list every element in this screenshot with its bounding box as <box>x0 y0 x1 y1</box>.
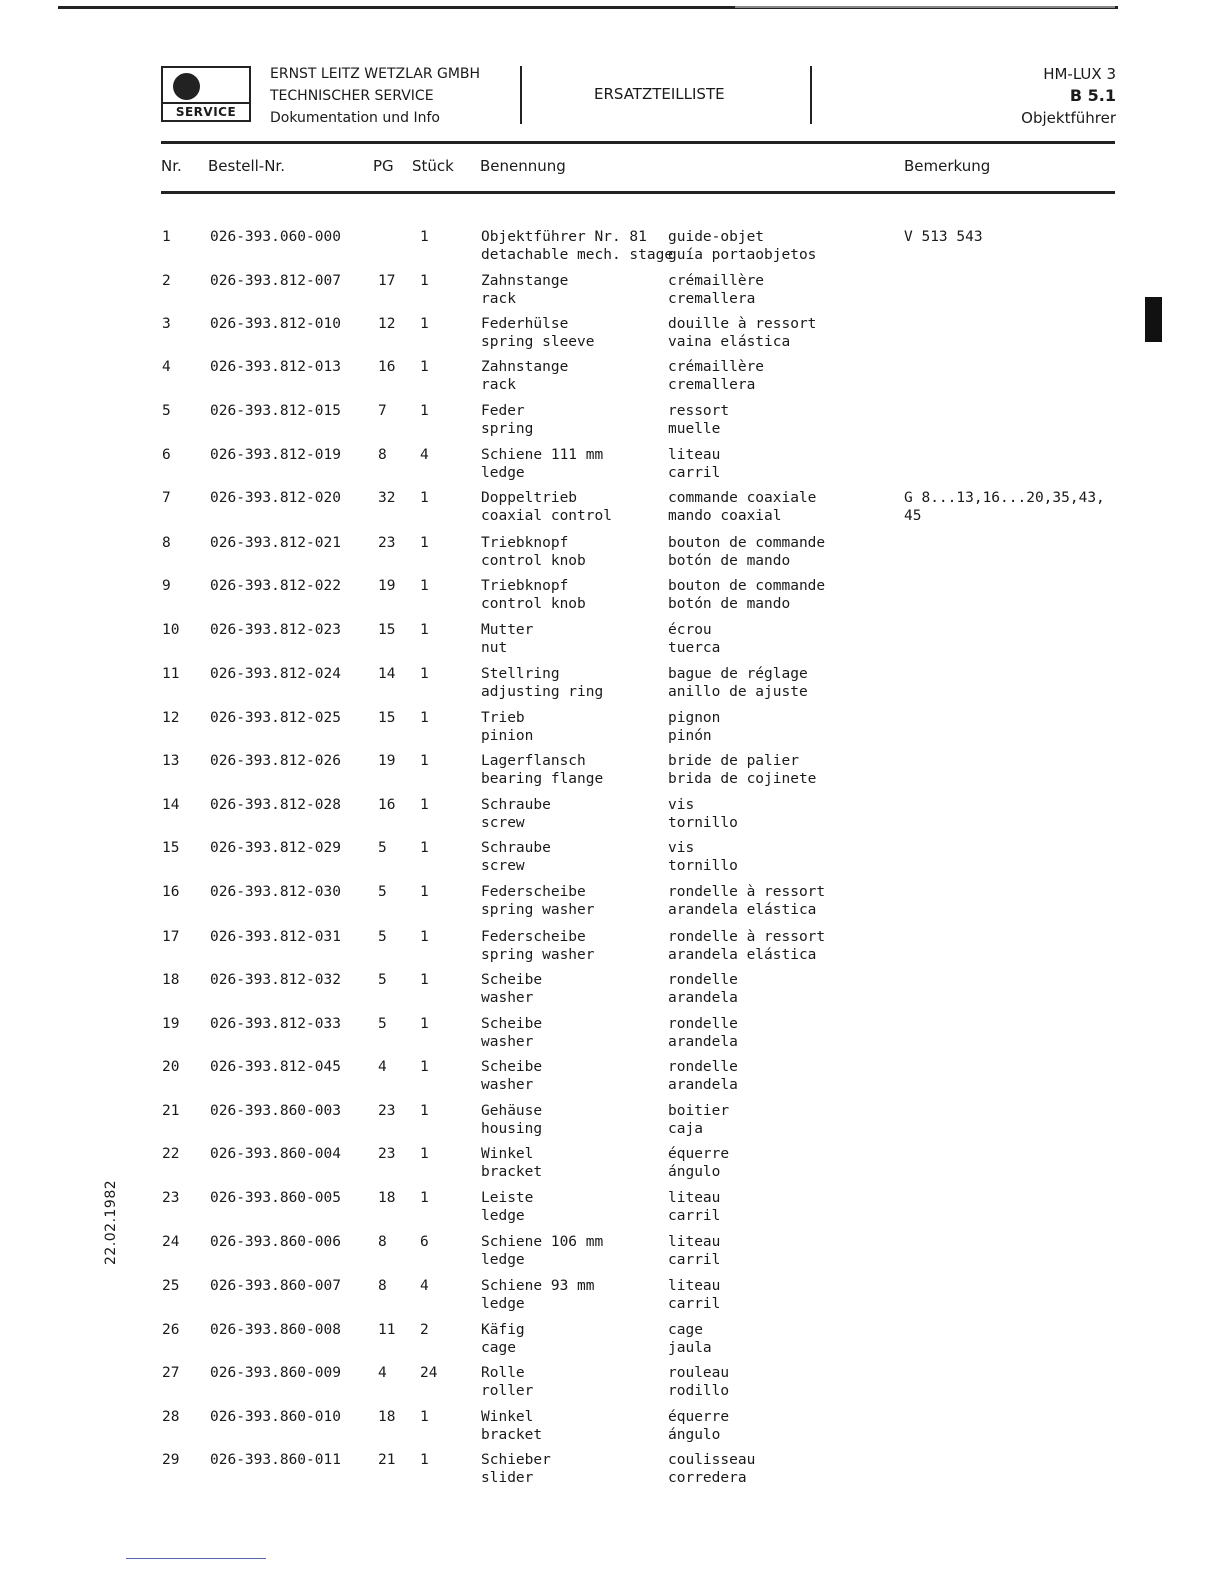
row-name-de: Federscheibe <box>481 929 586 945</box>
row-nr: 24 <box>162 1234 180 1250</box>
row-name-es: vaina elástica <box>668 334 791 350</box>
row-name-de: Winkel <box>481 1409 534 1425</box>
row-bestell-nr: 026-393.812-026 <box>210 753 341 769</box>
row-stueck: 1 <box>420 840 429 856</box>
row-name-de: Schraube <box>481 840 551 856</box>
row-pg: 8 <box>378 1278 387 1294</box>
row-name-de: Triebknopf <box>481 535 569 551</box>
row-name-fr: guide-objet <box>668 229 765 245</box>
col-benennung: Benennung <box>480 157 566 175</box>
row-bestell-nr: 026-393.860-008 <box>210 1322 341 1338</box>
row-stueck: 1 <box>420 1146 429 1162</box>
row-stueck: 1 <box>420 578 429 594</box>
row-name-fr: rouleau <box>668 1365 730 1381</box>
row-bestell-nr: 026-393.812-021 <box>210 535 341 551</box>
row-name-en: roller <box>481 1383 534 1399</box>
row-name-fr: bouton de commande <box>668 535 826 551</box>
row-name-fr: ressort <box>668 403 730 419</box>
section-code: B 5.1 <box>1069 86 1116 105</box>
row-name-es: corredera <box>668 1470 747 1486</box>
row-name-es: pinón <box>668 728 712 744</box>
row-bestell-nr: 026-393.812-031 <box>210 929 341 945</box>
row-name-fr: vis <box>668 840 695 856</box>
row-bestell-nr: 026-393.860-004 <box>210 1146 341 1162</box>
row-name-es: brida de cojinete <box>668 771 817 787</box>
row-name-en: bracket <box>481 1427 543 1443</box>
row-name-es: arandela <box>668 1077 738 1093</box>
row-name-en: rack <box>481 291 516 307</box>
row-name-es: carril <box>668 465 721 481</box>
edge-marker <box>1145 297 1162 342</box>
row-name-en: bearing flange <box>481 771 604 787</box>
row-nr: 10 <box>162 622 180 638</box>
row-bestell-nr: 026-393.860-011 <box>210 1452 341 1468</box>
row-bestell-nr: 026-393.812-033 <box>210 1016 341 1032</box>
row-name-es: carril <box>668 1296 721 1312</box>
row-name-en: spring washer <box>481 902 595 918</box>
row-nr: 5 <box>162 403 171 419</box>
row-name-de: Doppeltrieb <box>481 490 578 506</box>
row-pg: 21 <box>378 1452 396 1468</box>
row-name-de: Rolle <box>481 1365 525 1381</box>
row-name-fr: liteau <box>668 1190 721 1206</box>
col-bemerkung: Bemerkung <box>904 157 991 175</box>
row-name-es: arandela <box>668 990 738 1006</box>
row-bestell-nr: 026-393.812-028 <box>210 797 341 813</box>
row-name-fr: rondelle à ressort <box>668 929 826 945</box>
row-name-en: ledge <box>481 1296 525 1312</box>
row-stueck: 1 <box>420 1016 429 1032</box>
row-stueck: 4 <box>420 1278 429 1294</box>
row-nr: 6 <box>162 447 171 463</box>
row-pg: 19 <box>378 753 396 769</box>
row-bestell-nr: 026-393.860-009 <box>210 1365 341 1381</box>
row-name-fr: équerre <box>668 1146 730 1162</box>
row-name-es: jaula <box>668 1340 712 1356</box>
row-nr: 9 <box>162 578 171 594</box>
row-nr: 18 <box>162 972 180 988</box>
row-bestell-nr: 026-393.812-015 <box>210 403 341 419</box>
row-name-fr: liteau <box>668 1234 721 1250</box>
row-stueck: 1 <box>420 535 429 551</box>
row-bestell-nr: 026-393.060-000 <box>210 229 341 245</box>
row-stueck: 4 <box>420 447 429 463</box>
top-scan-line-right <box>735 6 1115 8</box>
row-name-de: Scheibe <box>481 972 543 988</box>
row-name-es: botón de mando <box>668 596 791 612</box>
row-name-fr: cage <box>668 1322 703 1338</box>
row-nr: 29 <box>162 1452 180 1468</box>
row-bemerkung: G 8...13,16...20,35,43, <box>904 490 1105 506</box>
row-bestell-nr: 026-393.860-003 <box>210 1103 341 1119</box>
row-stueck: 1 <box>420 1059 429 1075</box>
row-stueck: 1 <box>420 229 429 245</box>
company-name: ERNST LEITZ WETZLAR GMBH <box>270 66 481 82</box>
subject: Objektführer <box>1021 109 1116 127</box>
row-pg: 16 <box>378 359 396 375</box>
row-name-en: spring washer <box>481 947 595 963</box>
row-name-de: Zahnstange <box>481 273 569 289</box>
row-stueck: 1 <box>420 403 429 419</box>
row-pg: 19 <box>378 578 396 594</box>
column-header-rule <box>161 191 1115 194</box>
row-stueck: 1 <box>420 316 429 332</box>
row-bestell-nr: 026-393.812-010 <box>210 316 341 332</box>
row-pg: 7 <box>378 403 387 419</box>
row-name-es: botón de mando <box>668 553 791 569</box>
row-name-en: nut <box>481 640 508 656</box>
row-name-de: Schraube <box>481 797 551 813</box>
product-block <box>1021 63 1116 129</box>
row-name-fr: bouton de commande <box>668 578 826 594</box>
row-name-de: Schiene 111 mm <box>481 447 604 463</box>
row-name-fr: bride de palier <box>668 753 799 769</box>
row-name-en: housing <box>481 1121 543 1137</box>
row-bestell-nr: 026-393.812-025 <box>210 710 341 726</box>
row-name-es: caja <box>668 1121 703 1137</box>
leitz-service-logo <box>161 66 251 122</box>
row-nr: 26 <box>162 1322 180 1338</box>
row-name-fr: liteau <box>668 1278 721 1294</box>
row-pg: 5 <box>378 1016 387 1032</box>
row-nr: 11 <box>162 666 180 682</box>
row-nr: 2 <box>162 273 171 289</box>
row-pg: 23 <box>378 1103 396 1119</box>
product-name: HM-LUX 3 <box>1043 65 1116 83</box>
row-name-de: Leiste <box>481 1190 534 1206</box>
row-bestell-nr: 026-393.812-020 <box>210 490 341 506</box>
row-name-fr: pignon <box>668 710 721 726</box>
row-name-en: control knob <box>481 596 586 612</box>
row-name-en: spring <box>481 421 534 437</box>
row-pg: 5 <box>378 840 387 856</box>
row-name-de: Trieb <box>481 710 525 726</box>
row-pg: 15 <box>378 710 396 726</box>
row-bemerkung-cont: 45 <box>904 508 922 524</box>
row-nr: 7 <box>162 490 171 506</box>
row-name-es: cremallera <box>668 377 756 393</box>
row-pg: 4 <box>378 1059 387 1075</box>
row-name-fr: liteau <box>668 447 721 463</box>
row-bestell-nr: 026-393.860-006 <box>210 1234 341 1250</box>
row-bestell-nr: 026-393.812-023 <box>210 622 341 638</box>
row-name-es: guía portaobjetos <box>668 247 817 263</box>
row-nr: 3 <box>162 316 171 332</box>
row-stueck: 1 <box>420 797 429 813</box>
row-name-de: Federhülse <box>481 316 569 332</box>
row-nr: 27 <box>162 1365 180 1381</box>
row-stueck: 1 <box>420 1409 429 1425</box>
row-name-fr: commande coaxiale <box>668 490 817 506</box>
row-bestell-nr: 026-393.812-007 <box>210 273 341 289</box>
row-pg: 15 <box>378 622 396 638</box>
row-name-fr: rondelle <box>668 1016 738 1032</box>
row-name-de: Stellring <box>481 666 560 682</box>
row-name-fr: coulisseau <box>668 1452 756 1468</box>
row-name-en: cage <box>481 1340 516 1356</box>
row-name-es: tornillo <box>668 858 738 874</box>
row-stueck: 1 <box>420 753 429 769</box>
row-nr: 19 <box>162 1016 180 1032</box>
row-name-en: detachable mech. stage <box>481 247 674 263</box>
row-name-es: carril <box>668 1208 721 1224</box>
row-bestell-nr: 026-393.812-013 <box>210 359 341 375</box>
leitz-logo-icon <box>173 73 200 100</box>
row-bestell-nr: 026-393.812-029 <box>210 840 341 856</box>
row-name-en: bracket <box>481 1164 543 1180</box>
row-name-en: rack <box>481 377 516 393</box>
row-pg: 18 <box>378 1190 396 1206</box>
row-name-de: Scheibe <box>481 1016 543 1032</box>
row-name-de: Federscheibe <box>481 884 586 900</box>
row-nr: 25 <box>162 1278 180 1294</box>
row-stueck: 1 <box>420 1452 429 1468</box>
row-pg: 16 <box>378 797 396 813</box>
row-bestell-nr: 026-393.812-045 <box>210 1059 341 1075</box>
row-bemerkung: V 513 543 <box>904 229 983 245</box>
row-stueck: 1 <box>420 884 429 900</box>
row-name-de: Schiene 106 mm <box>481 1234 604 1250</box>
footer-line <box>126 1558 266 1559</box>
row-name-fr: douille à ressort <box>668 316 817 332</box>
row-name-es: mando coaxial <box>668 508 782 524</box>
row-name-en: pinion <box>481 728 534 744</box>
row-name-fr: rondelle <box>668 1059 738 1075</box>
row-nr: 28 <box>162 1409 180 1425</box>
row-name-en: washer <box>481 1034 534 1050</box>
row-bestell-nr: 026-393.860-007 <box>210 1278 341 1294</box>
row-nr: 22 <box>162 1146 180 1162</box>
row-name-de: Mutter <box>481 622 534 638</box>
row-name-es: ángulo <box>668 1164 721 1180</box>
row-stueck: 1 <box>420 622 429 638</box>
row-bestell-nr: 026-393.812-019 <box>210 447 341 463</box>
row-name-fr: crémaillère <box>668 359 765 375</box>
row-name-fr: équerre <box>668 1409 730 1425</box>
row-name-de: Schieber <box>481 1452 551 1468</box>
row-stueck: 1 <box>420 273 429 289</box>
row-name-es: cremallera <box>668 291 756 307</box>
row-name-fr: boitier <box>668 1103 730 1119</box>
col-nr: Nr. <box>161 157 182 175</box>
row-name-en: ledge <box>481 465 525 481</box>
row-name-es: tuerca <box>668 640 721 656</box>
row-pg: 11 <box>378 1322 396 1338</box>
document-title: ERSATZTEILLISTE <box>594 85 725 103</box>
row-nr: 13 <box>162 753 180 769</box>
row-name-es: muelle <box>668 421 721 437</box>
row-pg: 8 <box>378 447 387 463</box>
row-name-fr: rondelle à ressort <box>668 884 826 900</box>
row-name-en: ledge <box>481 1208 525 1224</box>
header-divider-right <box>810 66 812 124</box>
row-name-de: Objektführer Nr. 81 <box>481 229 647 245</box>
row-stueck: 1 <box>420 972 429 988</box>
row-name-en: screw <box>481 858 525 874</box>
row-name-es: arandela elástica <box>668 947 817 963</box>
row-name-es: tornillo <box>668 815 738 831</box>
row-stueck: 6 <box>420 1234 429 1250</box>
row-pg: 32 <box>378 490 396 506</box>
row-nr: 14 <box>162 797 180 813</box>
row-pg: 23 <box>378 1146 396 1162</box>
row-bestell-nr: 026-393.860-010 <box>210 1409 341 1425</box>
row-nr: 1 <box>162 229 171 245</box>
row-name-de: Zahnstange <box>481 359 569 375</box>
company-block <box>270 63 480 129</box>
row-name-en: washer <box>481 1077 534 1093</box>
service-label: SERVICE <box>163 102 249 119</box>
row-bestell-nr: 026-393.812-030 <box>210 884 341 900</box>
row-name-es: carril <box>668 1252 721 1268</box>
header-divider-left <box>520 66 522 124</box>
row-nr: 20 <box>162 1059 180 1075</box>
row-name-en: slider <box>481 1470 534 1486</box>
row-name-en: screw <box>481 815 525 831</box>
row-bestell-nr: 026-393.860-005 <box>210 1190 341 1206</box>
row-name-de: Käfig <box>481 1322 525 1338</box>
row-nr: 17 <box>162 929 180 945</box>
row-pg: 14 <box>378 666 396 682</box>
row-nr: 16 <box>162 884 180 900</box>
row-name-de: Schiene 93 mm <box>481 1278 595 1294</box>
row-stueck: 1 <box>420 710 429 726</box>
row-pg: 5 <box>378 972 387 988</box>
row-name-en: coaxial control <box>481 508 612 524</box>
row-name-es: ángulo <box>668 1427 721 1443</box>
row-stueck: 1 <box>420 929 429 945</box>
row-nr: 4 <box>162 359 171 375</box>
row-pg: 18 <box>378 1409 396 1425</box>
row-name-de: Lagerflansch <box>481 753 586 769</box>
col-pg: PG <box>373 157 394 175</box>
row-bestell-nr: 026-393.812-032 <box>210 972 341 988</box>
row-stueck: 1 <box>420 1103 429 1119</box>
row-pg: 5 <box>378 929 387 945</box>
side-date: 22.02.1982 <box>103 1179 119 1265</box>
row-bestell-nr: 026-393.812-022 <box>210 578 341 594</box>
row-nr: 8 <box>162 535 171 551</box>
row-name-fr: écrou <box>668 622 712 638</box>
row-stueck: 24 <box>420 1365 438 1381</box>
department-sub: Dokumentation und Info <box>270 110 440 126</box>
row-name-de: Winkel <box>481 1146 534 1162</box>
row-nr: 12 <box>162 710 180 726</box>
row-pg: 23 <box>378 535 396 551</box>
row-name-fr: crémaillère <box>668 273 765 289</box>
col-stueck: Stück <box>412 157 454 175</box>
row-pg: 17 <box>378 273 396 289</box>
col-bestell-nr: Bestell-Nr. <box>208 157 285 175</box>
row-pg: 8 <box>378 1234 387 1250</box>
row-name-es: anillo de ajuste <box>668 684 808 700</box>
row-name-en: washer <box>481 990 534 1006</box>
row-stueck: 1 <box>420 666 429 682</box>
row-pg: 4 <box>378 1365 387 1381</box>
row-name-fr: bague de réglage <box>668 666 808 682</box>
row-name-en: adjusting ring <box>481 684 604 700</box>
row-nr: 23 <box>162 1190 180 1206</box>
row-name-es: rodillo <box>668 1383 730 1399</box>
header-rule <box>161 141 1115 144</box>
row-name-fr: rondelle <box>668 972 738 988</box>
row-stueck: 1 <box>420 359 429 375</box>
row-name-de: Triebknopf <box>481 578 569 594</box>
row-name-fr: vis <box>668 797 695 813</box>
row-name-en: ledge <box>481 1252 525 1268</box>
row-name-es: arandela elástica <box>668 902 817 918</box>
row-name-en: control knob <box>481 553 586 569</box>
row-bestell-nr: 026-393.812-024 <box>210 666 341 682</box>
row-name-de: Feder <box>481 403 525 419</box>
row-stueck: 1 <box>420 490 429 506</box>
row-pg: 12 <box>378 316 396 332</box>
row-name-es: arandela <box>668 1034 738 1050</box>
row-stueck: 1 <box>420 1190 429 1206</box>
row-name-de: Gehäuse <box>481 1103 543 1119</box>
row-pg: 5 <box>378 884 387 900</box>
department: TECHNISCHER SERVICE <box>270 88 434 104</box>
row-nr: 15 <box>162 840 180 856</box>
row-nr: 21 <box>162 1103 180 1119</box>
row-name-en: spring sleeve <box>481 334 595 350</box>
row-stueck: 2 <box>420 1322 429 1338</box>
row-name-de: Scheibe <box>481 1059 543 1075</box>
